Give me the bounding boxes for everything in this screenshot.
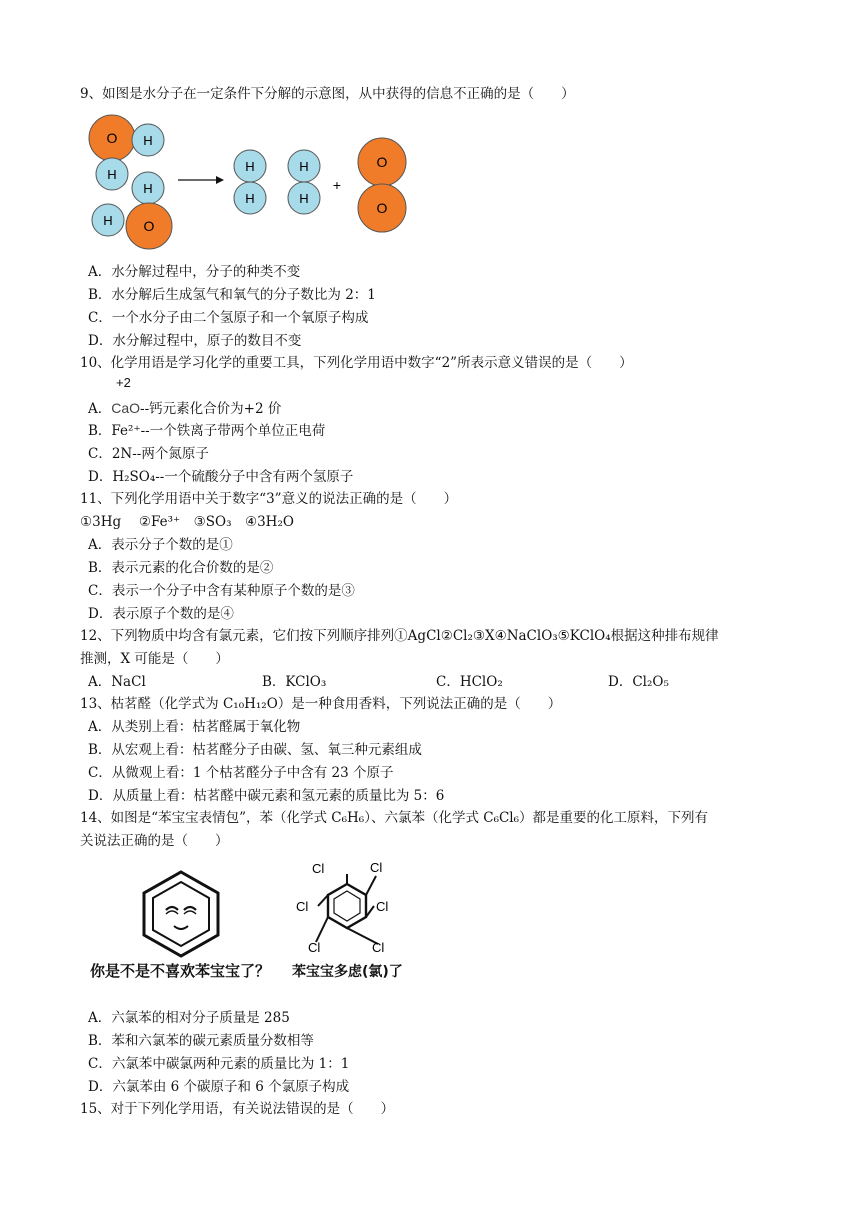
q9-option-d: D．水分解过程中，原子的数目不变 (88, 333, 302, 349)
hydrogen-molecule-2 (288, 150, 320, 214)
q11-option-b: B．表示元素的化合价数的是② (88, 560, 274, 576)
svg-text:Cl: Cl (376, 899, 389, 914)
water-decomposition-diagram (84, 114, 424, 254)
q14-option-c: C．六氯苯中碳氯两种元素的质量比为 1：1 (88, 1056, 350, 1072)
svg-text:H: H (299, 159, 309, 174)
svg-text:Cl: Cl (308, 940, 321, 955)
q9-option-a: A．水分解过程中，分子的种类不变 (88, 264, 301, 280)
svg-text:O: O (143, 218, 155, 234)
svg-text:H: H (143, 133, 153, 148)
q11-stem: 11、下列化学用语中关于数字“3”意义的说法正确的是（ ） (80, 491, 458, 507)
q10-option-c: C．2N--两个氮原子 (88, 446, 209, 462)
q9-option-b: B．水分解后生成氢气和氧气的分子数比为 2：1 (88, 287, 376, 303)
q11-option-c: C．表示一个分子中含有某种原子个数的是③ (88, 583, 355, 599)
q14-stem-line2: 关说法正确的是（ ） (80, 833, 229, 849)
cao-formula: CaO (111, 400, 141, 416)
q12-option-d: D．Cl₂O₅ (608, 674, 669, 690)
q13-stem: 13、枯茗醛（化学式为 C₁₀H₁₂O）是一种食用香料，下列说法正确的是（ ） (80, 696, 562, 712)
q14-option-a: A．六氯苯的相对分子质量是 285 (88, 1010, 290, 1026)
svg-text:H: H (245, 191, 255, 206)
reaction-arrow-icon (178, 176, 224, 184)
hexachlorobenzene-caption: 苯宝宝多虑(氯)了 (292, 964, 403, 980)
plus-sign: + (332, 177, 342, 193)
q15-stem: 15、对于下列化学用语，有关说法错误的是（ ） (80, 1101, 395, 1117)
hydrogen-molecule-1 (234, 150, 266, 214)
q9-stem: 9、如图是水分子在一定条件下分解的示意图，从中获得的信息不正确的是（ ） (80, 86, 575, 102)
q13-option-c: C．从微观上看：1 个枯茗醛分子中含有 23 个原子 (88, 765, 394, 781)
q10-option-a: A．CaO--钙元素化合价为+2 价 (88, 400, 282, 417)
q11-option-d: D．表示原子个数的是④ (88, 606, 234, 622)
q12-option-a: A．NaCl (88, 674, 146, 690)
hexachlorobenzene-structure (292, 852, 402, 962)
benzene-caption: 你是不是不喜欢苯宝宝了？ (90, 962, 271, 980)
q12-option-c: C．HClO₂ (436, 674, 503, 690)
svg-text:Cl: Cl (372, 940, 385, 955)
q12-stem-line2: 推测，X 可能是（ ） (80, 651, 229, 667)
oxygen-molecule (358, 138, 406, 232)
svg-text:O: O (376, 200, 388, 216)
q10-option-d: D．H₂SO₄--一个硫酸分子中含有两个氢原子 (88, 469, 354, 485)
q11-items: ①3Hg ②Fe³⁺ ③SO₃ ④3H₂O (80, 514, 294, 530)
q12-option-b: B．KClO₃ (262, 674, 327, 690)
svg-text:H: H (143, 181, 153, 196)
q14-option-d: D．六氯苯由 6 个碳原子和 6 个氯原子构成 (88, 1079, 350, 1095)
svg-text:Cl: Cl (296, 899, 309, 914)
svg-text:O: O (106, 130, 118, 146)
svg-text:Cl: Cl (312, 861, 325, 876)
q10-charge-mark: +2 (116, 375, 131, 390)
q9-option-c: C．一个水分子由二个氢原子和一个氧原子构成 (88, 310, 369, 326)
q13-option-a: A．从类别上看：枯茗醛属于氧化物 (88, 719, 301, 735)
q12-stem-line1: 12、下列物质中均含有氯元素，它们按下列顺序排列①AgCl②Cl₂③X④NaClO₃⑤KClO₄根据这种排布规律 (80, 628, 719, 644)
q11-option-a: A．表示分子个数的是① (88, 537, 233, 553)
q13-option-b: B．从宏观上看：枯茗醛分子由碳、氢、氧三种元素组成 (88, 742, 422, 758)
svg-text:H: H (299, 191, 309, 206)
svg-text:H: H (107, 167, 117, 182)
q14-option-b: B．苯和六氯苯的碳元素质量分数相等 (88, 1033, 314, 1049)
svg-text:H: H (245, 159, 255, 174)
q10-stem: 10、化学用语是学习化学的重要工具，下列化学用语中数字“2”所表示意义错误的是（ ） (80, 355, 633, 371)
benzene-emoji-figure (136, 868, 226, 960)
svg-text:O: O (376, 154, 388, 170)
q14-stem-line1: 14、如图是“苯宝宝表情包”，苯（化学式 C₆H₆）、六氯苯（化学式 C₆Cl₆）都是重要的化工原料，下列有 (80, 810, 709, 826)
svg-text:Cl: Cl (370, 860, 383, 875)
q13-option-d: D．从质量上看：枯茗醛中碳元素和氢元素的质量比为 5：6 (88, 788, 445, 804)
svg-text:H: H (103, 213, 113, 228)
q10-option-b: B．Fe²⁺--一个铁离子带两个单位正电荷 (88, 423, 326, 439)
